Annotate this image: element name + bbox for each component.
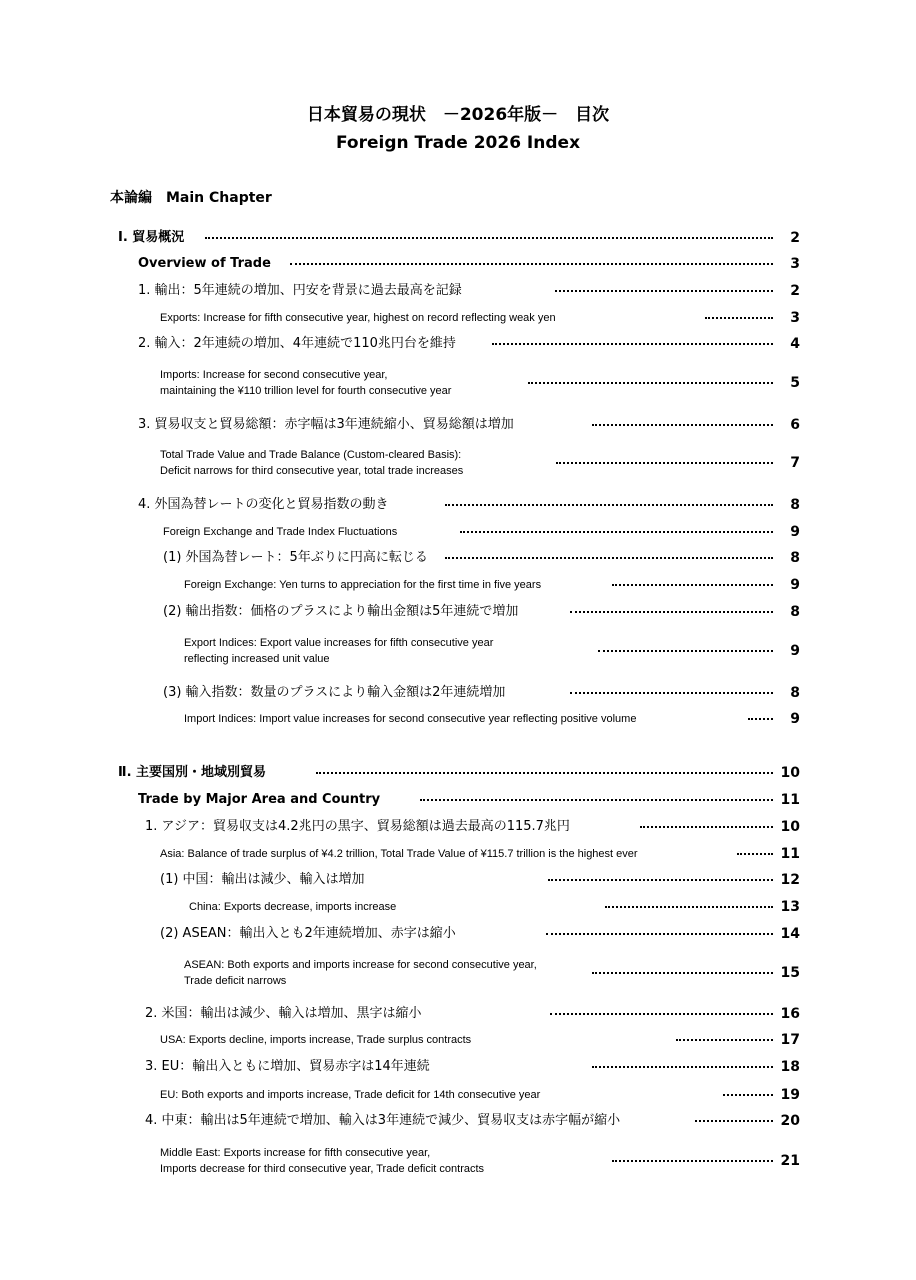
dot-leader (737, 853, 773, 855)
dot-leader (605, 906, 773, 908)
dot-leader (420, 799, 773, 801)
toc-entry[interactable] (163, 545, 800, 571)
toc-entry-title: 3. EU：輸出入ともに増加、貿易赤字は14年連続 (145, 1059, 430, 1074)
dot-leader (570, 692, 773, 694)
dot-leader (445, 557, 773, 559)
toc-entry-title: Foreign Exchange: Yen turns to appreciation for the first time in five years (184, 579, 542, 591)
toc-page-number: 13 (780, 899, 800, 915)
toc-entry[interactable] (145, 1108, 800, 1134)
toc-entry-title: Middle East: Exports increase for fifth consecutive year, Imports decrease for third consecutive year, Trade deficit contracts (160, 1147, 485, 1175)
toc-page-number: 9 (790, 577, 800, 593)
toc-entry-title: Exports: Increase for fifth consecutive year, highest on record reflecting weak yen (160, 312, 556, 324)
dot-leader (723, 1094, 773, 1096)
toc-entry[interactable] (184, 954, 800, 992)
toc-entry[interactable] (138, 492, 800, 518)
dot-leader (460, 531, 773, 533)
toc-page-number: 14 (780, 926, 800, 942)
toc-entry[interactable] (160, 364, 800, 402)
dot-leader (748, 718, 773, 720)
chapter-heading: 本論編 Main Chapter (110, 190, 272, 206)
toc-page-number: 3 (790, 256, 800, 272)
dot-leader (640, 826, 773, 828)
toc-page-number: 10 (780, 765, 800, 781)
toc-entry-title: ASEAN: Both exports and imports increase for second consecutive year, Trade deficit narrows (184, 959, 537, 987)
dot-leader (290, 263, 773, 265)
toc-page-number: 4 (790, 336, 800, 352)
dot-leader (546, 933, 773, 935)
dot-leader (205, 237, 773, 239)
dot-leader (612, 584, 773, 586)
dot-leader (492, 343, 773, 345)
toc-page-number: 8 (790, 550, 800, 566)
dot-leader (695, 1120, 773, 1122)
toc-entry-title: 1. アジア：貿易収支は4.2兆円の黒字、貿易総額は過去最高の115.7兆円 (145, 819, 570, 834)
dot-leader (445, 504, 773, 506)
toc-page-number: 18 (780, 1059, 800, 1075)
toc-page-number: 6 (790, 417, 800, 433)
toc-entry[interactable] (118, 760, 800, 786)
toc-entry-title: Imports: Increase for second consecutive year, maintaining the ¥110 trillion level for fourth consecutive year (160, 369, 452, 397)
toc-entry[interactable] (138, 251, 800, 277)
toc-entry[interactable] (160, 1082, 800, 1108)
toc-entry[interactable] (138, 787, 800, 813)
toc-entry[interactable] (184, 632, 800, 670)
toc-page-number: 17 (780, 1032, 800, 1048)
toc-page-number: 2 (790, 283, 800, 299)
dot-leader (612, 1160, 773, 1162)
toc-entry-title: (3) 輸入指数：数量のプラスにより輸入金額は2年連続増加 (163, 685, 506, 700)
toc-entry-title: (1) 外国為替レート：5年ぶりに円高に転じる (163, 550, 428, 565)
toc-entry-title: Export Indices: Export value increases for fifth consecutive year reflecting increased unit value (184, 637, 494, 665)
dot-leader (592, 972, 773, 974)
toc-entry[interactable] (138, 412, 800, 438)
toc-entry-title: 2. 米国：輸出は減少、輸入は増加、黒字は縮小 (145, 1006, 422, 1021)
toc-entry-title: EU: Both exports and imports increase, Trade deficit for 14th consecutive year (160, 1089, 541, 1101)
dot-leader (570, 611, 773, 613)
toc-entry[interactable] (138, 278, 800, 304)
toc-entry-title: China: Exports decrease, imports increase (189, 901, 397, 913)
dot-leader (592, 1066, 773, 1068)
toc-entry-title: Ⅰ. 貿易概況 (118, 230, 185, 245)
toc-entry-title: 2. 輸入：2年連続の増加、4年連続で110兆円台を維持 (138, 336, 456, 351)
title-english: Foreign Trade 2026 Index (335, 133, 581, 153)
toc-entry[interactable] (163, 680, 800, 706)
toc-entry-title: Asia: Balance of trade surplus of ¥4.2 trillion, Total Trade Value of ¥115.7 trillion is the highest ever (160, 848, 638, 860)
toc-entry-title: 4. 外国為替レートの変化と貿易指数の動き (138, 497, 389, 512)
toc-entry-title: (1) 中国：輸出は減少、輸入は増加 (160, 872, 365, 887)
toc-page-number: 20 (780, 1113, 800, 1129)
dot-leader (598, 650, 773, 652)
toc-page-number: 11 (780, 846, 800, 862)
toc-page-number: 5 (790, 375, 800, 391)
dot-leader (528, 382, 773, 384)
toc-entry[interactable] (145, 814, 800, 840)
toc-page-number: 10 (780, 819, 800, 835)
toc-entry[interactable] (184, 706, 800, 732)
toc-entry-title: Total Trade Value and Trade Balance (Custom-cleared Basis): Deficit narrows for third consecutive year, total trade increases (160, 449, 464, 477)
toc-page-number: 11 (780, 792, 800, 808)
toc-entry-title: 1. 輸出：5年連続の増加、円安を背景に過去最高を記録 (138, 283, 462, 298)
title-japanese: 日本貿易の現状 －2026年版－ 目次 (306, 105, 610, 125)
dot-leader (556, 462, 773, 464)
toc-page-number: 9 (790, 524, 800, 540)
toc-page-number: 7 (790, 455, 800, 471)
toc-page-number: 3 (790, 310, 800, 326)
toc-entry[interactable] (160, 444, 800, 482)
toc-entry[interactable] (145, 1001, 800, 1027)
toc-entry-title: (2) 輸出指数：価格のプラスにより輸出金額は5年連続で増加 (163, 604, 519, 619)
toc-entry[interactable] (184, 572, 800, 598)
dot-leader (676, 1039, 773, 1041)
dot-leader (705, 317, 773, 319)
toc-entry-title: Foreign Exchange and Trade Index Fluctuations (163, 526, 398, 538)
toc-entry[interactable] (160, 921, 800, 947)
toc-page-number: 19 (780, 1087, 800, 1103)
toc-page-number: 16 (780, 1006, 800, 1022)
toc-entry[interactable] (138, 331, 800, 357)
toc-page-number: 8 (790, 497, 800, 513)
toc-entry[interactable] (160, 1142, 800, 1180)
toc-entry-title: (2) ASEAN：輸出入とも2年連続増加、赤字は縮小 (160, 926, 456, 941)
dot-leader (555, 290, 773, 292)
toc-page-number: 12 (780, 872, 800, 888)
toc-entry[interactable] (145, 1054, 800, 1080)
toc-entry-title: Import Indices: Import value increases for second consecutive year reflecting positive volume (184, 713, 637, 725)
toc-page-number: 9 (790, 711, 800, 727)
toc-page-number: 21 (780, 1153, 800, 1169)
dot-leader (548, 879, 773, 881)
toc-page-number: 15 (780, 965, 800, 981)
toc-entry[interactable] (160, 867, 800, 893)
dot-leader (316, 772, 773, 774)
toc-page-number: 9 (790, 643, 800, 659)
toc-entry[interactable] (160, 841, 800, 867)
dot-leader (592, 424, 773, 426)
toc-entry-title: 3. 貿易収支と貿易総額：赤字幅は3年連続縮小、貿易総額は増加 (138, 417, 514, 432)
toc-page-number: 8 (790, 685, 800, 701)
toc-entry-title: USA: Exports decline, imports increase, Trade surplus contracts (160, 1034, 472, 1046)
toc-entry-title: Overview of Trade (138, 256, 271, 271)
toc-entry[interactable] (163, 519, 800, 545)
toc-page-number: 8 (790, 604, 800, 620)
toc-entry-title: Ⅱ. 主要国別・地域別貿易 (118, 765, 267, 780)
dot-leader (550, 1013, 773, 1015)
toc-entry[interactable] (163, 599, 800, 625)
toc-page-number: 2 (790, 230, 800, 246)
toc-entry[interactable] (189, 894, 800, 920)
toc-entry[interactable] (160, 1027, 800, 1053)
toc-entry-title: Trade by Major Area and Country (138, 792, 381, 807)
toc-entry[interactable] (118, 225, 800, 251)
toc-entry[interactable] (160, 305, 800, 331)
toc-entry-title: 4. 中東：輸出は5年連続で増加、輸入は3年連続で減少、貿易収支は赤字幅が縮小 (145, 1113, 621, 1128)
